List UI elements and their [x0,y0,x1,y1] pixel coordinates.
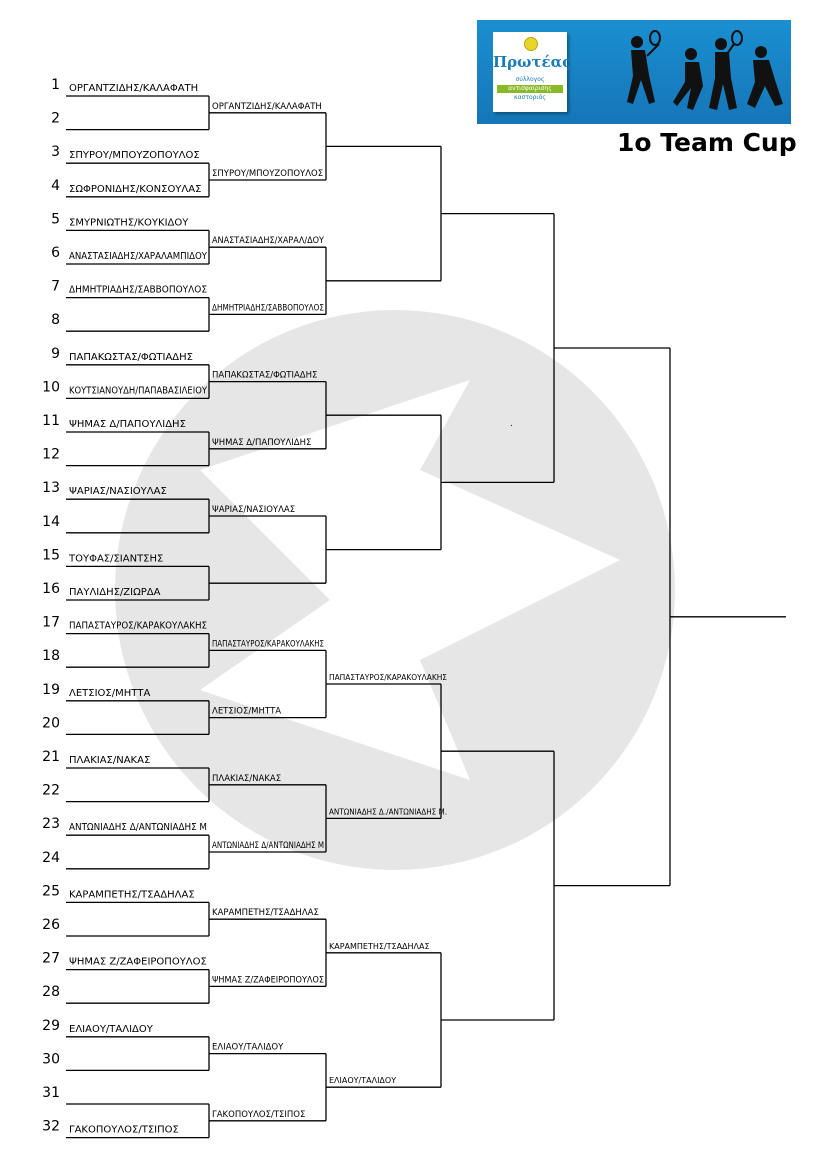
round1-team-name: ΨΑΡΙΑΣ/ΝΑΣΙΟΥΛΑΣ [69,486,167,498]
round1-team-name: ΠΑΠΑΣΤΑΥΡΟΣ/ΚΑΡΑΚΟΥΛΑΚΗΣ [69,620,207,632]
club-subtitle-bottom: καστοριάς [514,94,546,101]
round2-team-name: ΨΗΜΑΣ Δ/ΠΑΠΟΥΛΙΔΗΣ [212,437,312,448]
seed-number: 2 [51,110,60,127]
round2-team-name: ΟΡΓΑΝΤΖΙΔΗΣ/ΚΑΛΑΦΑΤΗ [212,101,322,112]
seed-number: 20 [42,715,60,732]
seed-number: 1 [51,77,60,93]
round1-team-name: ΠΑΥΛΙΔΗΣ/ΖΙΩΡΔΑ [69,587,161,598]
seed-number: 8 [51,312,60,329]
round1-team-name: ΓΑΚΟΠΟΥΛΟΣ/ΤΣΙΠΟΣ [69,1124,179,1136]
round1-team-name: ΟΡΓΑΝΤΖΙΔΗΣ/ΚΑΛΑΦΑΤΗ [69,83,199,94]
round2-team-name: ΑΝΤΩΝΙΑΔΗΣ Δ/ΑΝΤΩΝΙΑΔΗΣ Μ [212,841,324,851]
seed-number: 31 [42,1085,60,1101]
round2-team-name: ΠΑΠΑΣΤΑΥΡΟΣ/ΚΑΡΑΚΟΥΛΑΚΗΣ [212,639,324,650]
round2-team-name: ΚΑΡΑΜΠΕΤΗΣ/ΤΣΑΔΗΛΑΣ [212,908,319,919]
seed-number: 13 [42,480,60,497]
seed-number: 3 [51,144,60,161]
round2-team-name: ΔΗΜΗΤΡΙΑΔΗΣ/ΣΑΒΒΟΠΟΥΛΟΣ [212,303,324,314]
stray-dot: . [510,419,513,429]
round2-team-name: ΛΕΤΣΙΟΣ/ΜΗΤΤΑ [212,706,282,717]
seed-number: 21 [42,749,60,765]
round3-team-name: ΚΑΡΑΜΠΕΤΗΣ/ΤΣΑΔΗΛΑΣ [329,941,430,951]
seed-number: 24 [42,849,60,866]
seed-number: 29 [42,1017,60,1034]
round1-team-name: ΠΛΑΚΙΑΣ/ΝΑΚΑΣ [69,755,151,766]
round1-team-name: ΑΝΤΩΝΙΑΔΗΣ Δ/ΑΝΤΩΝΙΑΔΗΣ Μ [69,822,207,834]
seed-number: 26 [42,917,60,933]
round2-team-name: ΠΑΠΑΚΩΣΤΑΣ/ΦΩΤΙΑΔΗΣ [212,370,318,381]
tournament-title: 1o Team Cup [617,128,797,157]
club-subtitle-mid: αντισφαίρισης [497,85,563,93]
seed-number: 32 [42,1118,60,1135]
round1-team-name: ΑΝΑΣΤΑΣΙΑΔΗΣ/ΧΑΡΑΛΑΜΠΙΔΟΥ [69,251,208,262]
seed-number: 17 [42,614,60,631]
seed-number: 9 [51,345,60,362]
round2-team-name: ΓΑΚΟΠΟΥΛΟΣ/ΤΣΙΠΟΣ [212,1109,306,1120]
round2-team-name: ΣΠΥΡΟΥ/ΜΠΟΥΖΟΠΟΥΛΟΣ [212,169,324,179]
seed-number: 10 [42,379,60,396]
seed-number: 30 [42,1051,60,1068]
round1-team-name: ΚΑΡΑΜΠΕΤΗΣ/ΤΣΑΔΗΛΑΣ [69,889,195,901]
round1-team-name: ΕΛΙΑΟΥ/ΤΑΛΙΔΟΥ [69,1023,153,1035]
seed-number: 19 [42,681,60,698]
seed-number: 4 [51,177,60,194]
round3-team-name: ΑΝΤΩΝΙΑΔΗΣ Δ./ΑΝΤΩΝΙΑΔΗΣ Μ. [329,807,447,817]
club-subtitle-top: σύλλογος [515,76,545,83]
seed-number: 7 [51,278,60,295]
seed-number: 22 [42,782,60,799]
round2-team-name: ΨΗΜΑΣ Ζ/ΖΑΦΕΙΡΟΠΟΥΛΟΣ [212,975,324,986]
round1-team-name: ΚΟΥΤΣΙΑΝΟΥΔΗ/ΠΑΠΑΒΑΣΙΛΕΙΟΥ [69,385,208,397]
seed-number: 23 [42,816,60,833]
seed-number: 5 [51,211,60,228]
round2-team-name: ΑΝΑΣΤΑΣΙΑΔΗΣ/ΧΑΡΑΛ/ΔΟΥ [212,236,325,247]
seed-number: 28 [42,984,60,1001]
seed-number: 14 [42,513,60,530]
round2-team-name: ΨΑΡΙΑΣ/ΝΑΣΙΟΥΛΑΣ [212,505,296,515]
round1-team-name: ΣΩΦΡΟΝΙΔΗΣ/ΚΟΝΣΟΥΛΑΣ [69,183,202,195]
seed-number: 12 [42,446,60,463]
round1-team-name: ΛΕΤΣΙΟΣ/ΜΗΤΤΑ [69,687,151,699]
round1-team-name: ΔΗΜΗΤΡΙΑΔΗΣ/ΣΑΒΒΟΠΟΥΛΟΣ [69,284,207,296]
round1-team-name: ΣΠΥΡΟΥ/ΜΠΟΥΖΟΠΟΥΛΟΣ [69,150,200,162]
round1-team-name: ΠΑΠΑΚΩΣΤΑΣ/ΦΩΤΙΑΔΗΣ [69,351,193,363]
round1-team-name: ΣΜΥΡΝΙΩΤΗΣ/ΚΟΥΚΙΔΟΥ [69,217,189,229]
seed-number: 15 [42,547,60,564]
seed-number: 11 [42,413,60,429]
seed-number: 16 [42,581,60,597]
round1-team-name: ΨΗΜΑΣ Ζ/ΖΑΦΕΙΡΟΠΟΥΛΟΣ [69,956,207,968]
round3-team-name: ΠΑΠΑΣΤΑΥΡΟΣ/ΚΑΡΑΚΟΥΛΑΚΗΣ [329,673,447,682]
round1-team-name: ΤΟΥΦΑΣ/ΣΙΑΝΤΣΗΣ [69,553,164,565]
round3-team-name: ΕΛΙΑΟΥ/ΤΑΛΙΔΟΥ [329,1076,397,1086]
seed-number: 25 [42,883,60,900]
round2-team-name: ΕΛΙΑΟΥ/ΤΑΛΙΔΟΥ [212,1042,284,1053]
seed-number: 27 [42,950,60,967]
round2-team-name: ΠΛΑΚΙΑΣ/ΝΑΚΑΣ [212,773,282,784]
seed-number: 6 [51,245,60,261]
round1-team-name: ΨΗΜΑΣ Δ/ΠΑΠΟΥΛΙΔΗΣ [69,419,186,430]
club-name: Πρωτέας [493,53,572,71]
seed-number: 18 [42,648,60,665]
